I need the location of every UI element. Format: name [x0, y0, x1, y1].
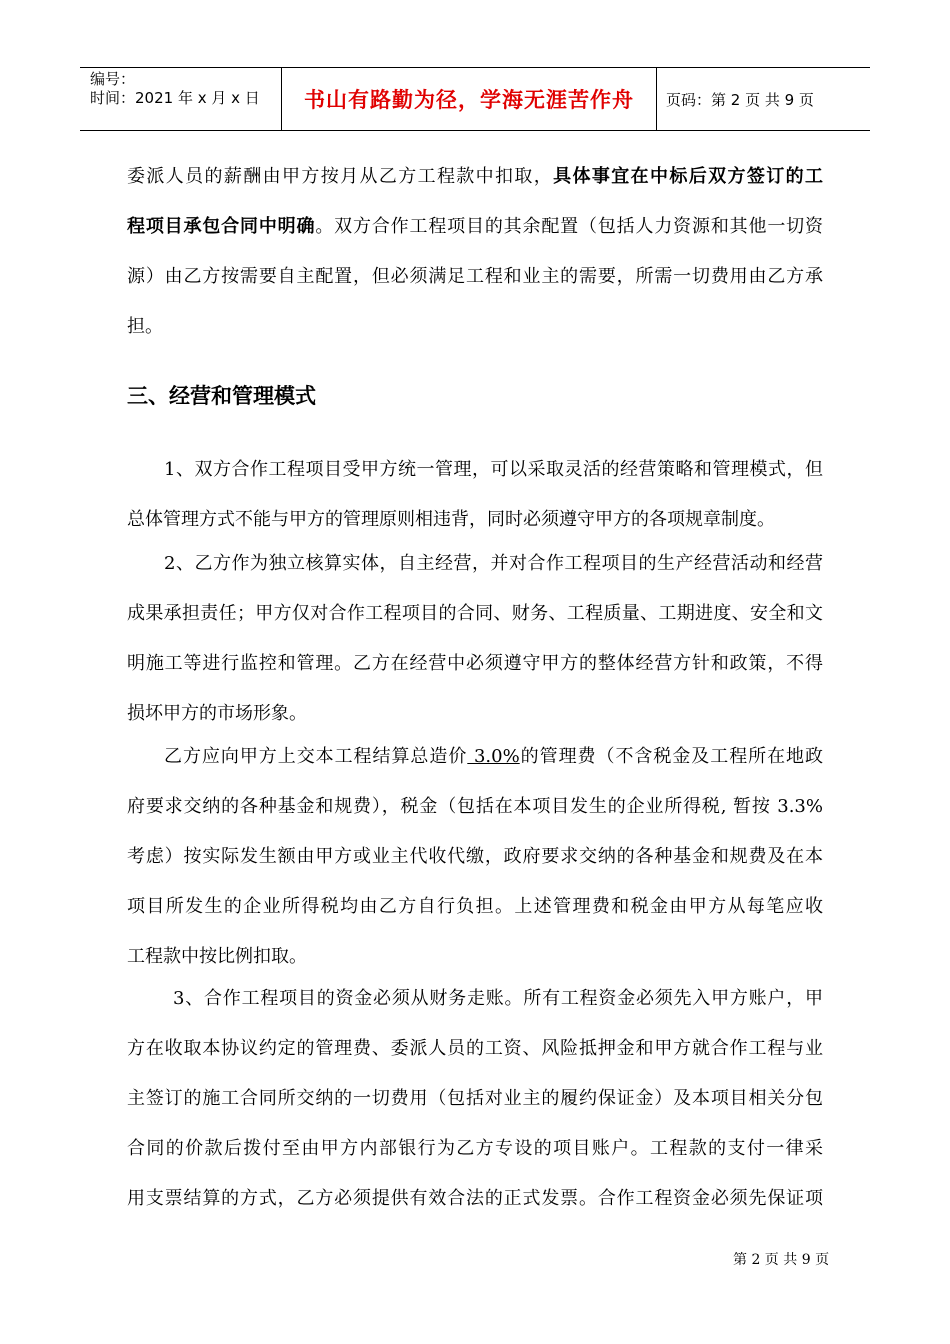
text-line: 主签订的施工合同所交纳的一切费用（包括对业主的履约保证金）及本项目相关分包	[127, 1088, 823, 1109]
fee-rate: 3.0%	[467, 746, 520, 767]
text-line: 委派人员的薪酬由甲方按月从乙方工程款中扣取，具体事宜在中标后双方签订的工	[127, 166, 823, 187]
text-line: 工程款中按比例扣取。	[127, 946, 307, 967]
text-line: 损坏甲方的市场形象。	[127, 703, 307, 724]
text-line: 合同的价款后拨付至由甲方内部银行为乙方专设的项目账户。工程款的支付一律采	[127, 1138, 823, 1159]
text-line: 考虑）按实际发生额由甲方或业主代收代缴，政府要求交纳的各种基金和规费及在本	[127, 846, 823, 867]
header-meta	[80, 68, 280, 130]
time-label: 时间：2021 年 x 月 x 日	[90, 89, 260, 107]
text-line: 方在收取本协议约定的管理费、委派人员的工资、风险抵押金和甲方就合作工程与业	[127, 1038, 823, 1059]
text-line: 明施工等进行监控和管理。乙方在经营中必须遵守甲方的整体经营方针和政策，不得	[127, 653, 823, 674]
text-line: 用支票结算的方式，乙方必须提供有效合法的正式发票。合作工程资金必须先保证项	[127, 1188, 823, 1209]
section-heading: 三、经营和管理模式	[127, 384, 316, 408]
text-line: 1、双方合作工程项目受甲方统一管理，可以采取灵活的经营策略和管理模式，但	[164, 459, 823, 480]
header-page-number: 页码：第 2 页 共 9 页	[666, 90, 814, 109]
text-line: 项目所发生的企业所得税均由乙方自行负担。上述管理费和税金由甲方从每笔应收	[127, 896, 823, 917]
text-line: 总体管理方式不能与甲方的管理原则相违背，同时必须遵守甲方的各项规章制度。	[127, 509, 775, 530]
page-footer: 第 2 页 共 9 页	[733, 1252, 830, 1268]
code-label: 编号：	[90, 70, 136, 88]
text-line: 成果承担责任；甲方仅对合作工程项目的合同、财务、工程质量、工期进度、安全和文	[127, 603, 823, 624]
text-line: 府要求交纳的各种基金和规费），税金（包括在本项目发生的企业所得税, 暂按 3.3%	[127, 796, 823, 817]
text-line: 程项目承包合同中明确。双方合作工程项目的其余配置（包括人力资源和其他一切资	[127, 216, 824, 237]
text-line: 担。	[127, 316, 163, 337]
text-line: 3、合作工程项目的资金必须从财务走账。所有工程资金必须先入甲方账户，甲	[173, 988, 823, 1009]
text-line: 源）由乙方按需要自主配置，但必须满足工程和业主的需要，所需一切费用由乙方承	[127, 266, 823, 287]
page-header	[80, 67, 870, 131]
text-line: 乙方应向甲方上交本工程结算总造价 3.0%的管理费（不含税金及工程所在地政	[164, 746, 824, 767]
text-line: 2、乙方作为独立核算实体，自主经营，并对合作工程项目的生产经营活动和经营	[164, 553, 823, 574]
header-motto: 书山有路勤为径，学海无涯苦作舟	[281, 68, 657, 130]
